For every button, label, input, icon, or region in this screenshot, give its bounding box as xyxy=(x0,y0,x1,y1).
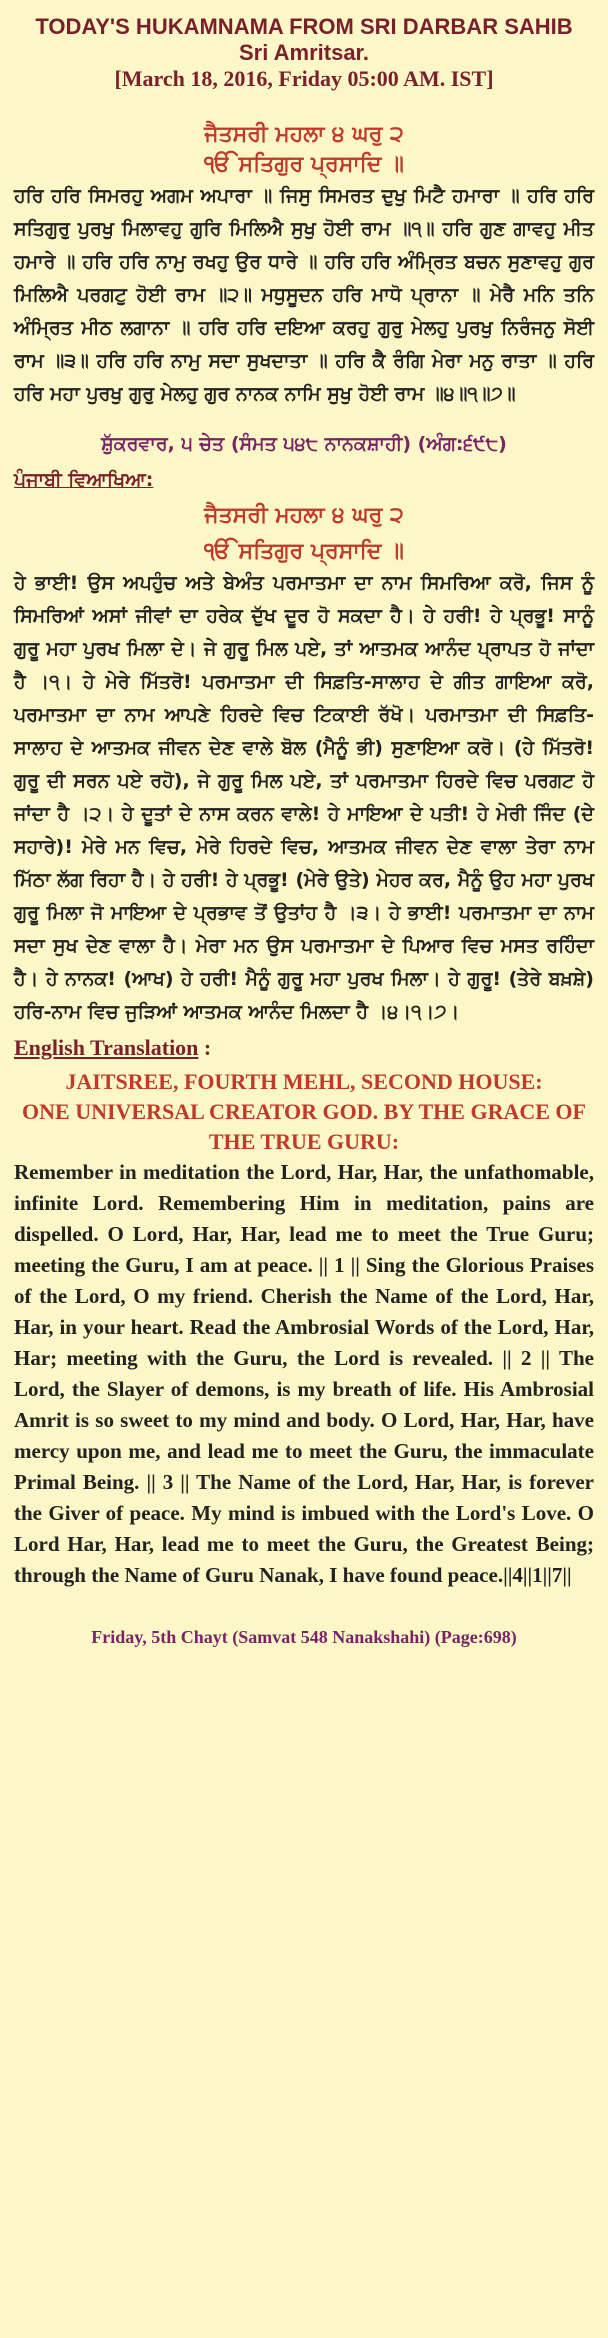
english-mool-heading: ONE UNIVERSAL CREATOR GOD. BY THE GRACE OF THE TRUE GURU: xyxy=(22,1099,586,1154)
footer-date-line: Friday, 5th Chayt (Samvat 548 Nanakshahi) (Page:698) xyxy=(91,1627,517,1647)
gurmukhi-date-line: ਸ਼ੁੱਕਰਵਾਰ, ੫ ਚੇਤ (ਸੰਮਤ ੫੪੮ ਨਾਨਕਸ਼ਾਹੀ) (ਅੰਗ:੬੯੮) xyxy=(101,433,507,455)
punjabi-raag-heading: ਜੈਤਸਰੀ ਮਹਲਾ ੪ ਘਰੁ ੨ xyxy=(204,503,404,528)
english-raag-heading: JAITSREE, FOURTH MEHL, SECOND HOUSE: xyxy=(65,1069,543,1094)
gurmukhi-mool-heading: ੴ ਸਤਿਗੁਰ ਪ੍ਰਸਾਦਿ ॥ xyxy=(204,152,404,177)
header-date: [March 18, 2016, Friday 05:00 AM. IST] xyxy=(114,66,494,91)
english-translation: Remember in meditation the Lord, Har, Har, the unfathomable, infinite Lord. Remembering Him in meditation, pains are dispelled. O Lord, Har, Har, lead me to meet the True Guru; meeting the Guru, I am at peace. || 1 || Sing the Glorious Praises of the Lord, O my friend. Cherish the Name of the Lord, Har, Har, in your heart. Read the Ambrosial Words of the Lord, Har, Har; meeting with the Guru, the Lord is revealed. || 2 || The Lord, the Slayer of demons, is my breath of life. His Ambrosial Amrit is so sweet to my mind and body. O Lord, Har, Har, have mercy upon me, and lead me to meet the Guru, the immaculate Primal Being. || 3 || The Name of the Lord, Har, Har, is forever the Giver of peace. My mind is imbued with the Lord's Love. O Lord Har, Har, lead me to meet the Guru, the Greatest Being; through the Name of Guru Nanak, I have found peace.||4||1||7|| xyxy=(14,1160,594,1587)
page-subtitle: Sri Amritsar. xyxy=(238,40,370,65)
english-label-suffix: : xyxy=(198,1035,212,1060)
page-title: TODAY'S HUKAMNAMA FROM SRI DARBAR SAHIB xyxy=(35,14,573,39)
punjabi-explanation: ਹੇ ਭਾਈ! ਉਸ ਅਪਹੁੰਚ ਅਤੇ ਬੇਅੰਤ ਪਰਮਾਤਮਾ ਦਾ ਨਾਮ ਸਿਮਰਿਆ ਕਰੋ, ਜਿਸ ਨੂੰ ਸਿਮਰਿਆਂ ਅਸਾਂ ਜੀਵਾਂ ਦਾ ਹਰੇਕ ਦੁੱਖ ਦੂਰ ਹੋ ਸਕਦਾ ਹੈ। ਹੇ ਹਰੀ! ਹੇ ਪ੍ਰਭੂ! ਸਾਨੂੰ ਗੁਰੂ ਮਹਾ ਪੁਰਖ ਮਿਲਾ ਦੇ। ਜੇ ਗੁਰੂ ਮਿਲ ਪਏ, ਤਾਂ ਆਤਮਕ ਆਨੰਦ ਪ੍ਰਾਪਤ ਹੋ ਜਾਂਦਾ ਹੈ ।੧। ਹੇ ਮੇਰੇ ਮਿੱਤਰੋ! ਪਰਮਾਤਮਾ ਦੀ ਸਿਫ਼ਤਿ-ਸਾਲਾਹ ਦੇ ਗੀਤ ਗਾਇਆ ਕਰੋ, ਪਰਮਾਤਮਾ ਦਾ ਨਾਮ ਆਪਣੇ ਹਿਰਦੇ ਵਿਚ ਟਿਕਾਈ ਰੱਖੋ। ਪਰਮਾਤਮਾ ਦੀ ਸਿਫ਼ਤਿ-ਸਾਲਾਹ ਦੇ ਆਤਮਕ ਜੀਵਨ ਦੇਣ ਵਾਲੇ ਬੋਲ (ਮੈਨੂੰ ਭੀ) ਸੁਣਾਇਆ ਕਰੋ। (ਹੇ ਮਿੱਤਰੋ! ਗੁਰੂ ਦੀ ਸਰਨ ਪਏ ਰਹੋ), ਜੇ ਗੁਰੂ ਮਿਲ ਪਏ, ਤਾਂ ਪਰਮਾਤਮਾ ਹਿਰਦੇ ਵਿਚ ਪਰਗਟ ਹੋ ਜਾਂਦਾ ਹੈ ।੨। ਹੇ ਦੂਤਾਂ ਦੇ ਨਾਸ ਕਰਨ ਵਾਲੇ! ਹੇ ਮਾਇਆ ਦੇ ਪਤੀ! ਹੇ ਮੇਰੀ ਜਿੰਦ (ਦੇ ਸਹਾਰੇ)! ਮੇਰੇ ਮਨ ਵਿਚ, ਮੇਰੇ ਹਿਰਦੇ ਵਿਚ, ਆਤਮਕ ਜੀਵਨ ਦੇਣ ਵਾਲਾ ਤੇਰਾ ਨਾਮ ਮਿੱਠਾ ਲੱਗ ਰਿਹਾ ਹੈ। ਹੇ ਹਰੀ! ਹੇ ਪ੍ਰਭੂ! (ਮੇਰੇ ਉਤੇ) ਮੇਹਰ ਕਰ, ਮੈਨੂੰ ਉਹ ਮਹਾ ਪੁਰਖ ਗੁਰੂ ਮਿਲਾ ਜੋ ਮਾਇਆ ਦੇ ਪ੍ਰਭਾਵ ਤੋਂ ਉਤਾਂਹ ਹੈ ।੩। ਹੇ ਭਾਈ! ਪਰਮਾਤਮਾ ਦਾ ਨਾਮ ਸਦਾ ਸੁਖ ਦੇਣ ਵਾਲਾ ਹੈ। ਮੇਰਾ ਮਨ ਉਸ ਪਰਮਾਤਮਾ ਦੇ ਪਿਆਰ ਵਿਚ ਮਸਤ ਰਹਿੰਦਾ ਹੈ। ਹੇ ਨਾਨਕ! (ਆਖ) ਹੇ ਹਰੀ! ਮੈਨੂੰ ਗੁਰੂ ਮਹਾ ਪੁਰਖ ਮਿਲਾ। ਹੇ ਗੁਰੂ! (ਤੇਰੇ ਬਖ਼ਸ਼ੇ) ਹਰਿ-ਨਾਮ ਵਿਚ ਜੁੜਿਆਂ ਆਤਮਕ ਆਨੰਦ ਮਿਲਦਾ ਹੈ ।੪।੧।੭। xyxy=(14,572,594,1023)
english-section-label xyxy=(14,1035,594,1061)
punjabi-section-label: ਪੰਜਾਬੀ ਵਿਆਖਿਆ: xyxy=(14,469,154,491)
english-label-text: English Translation xyxy=(14,1035,199,1060)
punjabi-mool-heading: ੴ ਸਤਿਗੁਰ ਪ੍ਰਸਾਦਿ ॥ xyxy=(204,539,404,564)
hukamnama-page xyxy=(14,0,594,1648)
gurmukhi-verse: ਹਰਿ ਹਰਿ ਸਿਮਰਹੁ ਅਗਮ ਅਪਾਰਾ ॥ ਜਿਸੁ ਸਿਮਰਤ ਦੁਖੁ ਮਿਟੈ ਹਮਾਰਾ ॥ ਹਰਿ ਹਰਿ ਸਤਿਗੁਰੁ ਪੁਰਖੁ ਮਿਲਾਵਹੁ ਗੁਰਿ ਮਿਲਿਐ ਸੁਖੁ ਹੋਈ ਰਾਮ ॥੧॥ ਹਰਿ ਗੁਣ ਗਾਵਹੁ ਮੀਤ ਹਮਾਰੇ ॥ ਹਰਿ ਹਰਿ ਨਾਮੁ ਰਖਹੁ ਉਰ ਧਾਰੇ ॥ ਹਰਿ ਹਰਿ ਅੰਮ੍ਰਿਤ ਬਚਨ ਸੁਣਾਵਹੁ ਗੁਰ ਮਿਲਿਐ ਪਰਗਟੁ ਹੋਈ ਰਾਮ ॥੨॥ ਮਧੁਸੂਦਨ ਹਰਿ ਮਾਧੋ ਪ੍ਰਾਨਾ ॥ ਮੇਰੈ ਮਨਿ ਤਨਿ ਅੰਮ੍ਰਿਤ ਮੀਠ ਲਗਾਨਾ ॥ ਹਰਿ ਹਰਿ ਦਇਆ ਕਰਹੁ ਗੁਰੁ ਮੇਲਹੁ ਪੁਰਖੁ ਨਿਰੰਜਨੁ ਸੋਈ ਰਾਮ ॥੩॥ ਹਰਿ ਹਰਿ ਨਾਮੁ ਸਦਾ ਸੁਖਦਾਤਾ ॥ ਹਰਿ ਕੈ ਰੰਗਿ ਮੇਰਾ ਮਨੁ ਰਾਤਾ ॥ ਹਰਿ ਹਰਿ ਮਹਾ ਪੁਰਖੁ ਗੁਰੁ ਮੇਲਹੁ ਗੁਰ ਨਾਨਕ ਨਾਮਿ ਸੁਖੁ ਹੋਈ ਰਾਮ ॥੪॥੧॥੭॥ xyxy=(14,185,594,405)
gurmukhi-raag-heading: ਜੈਤਸਰੀ ਮਹਲਾ ੪ ਘਰੁ ੨ xyxy=(204,122,404,147)
